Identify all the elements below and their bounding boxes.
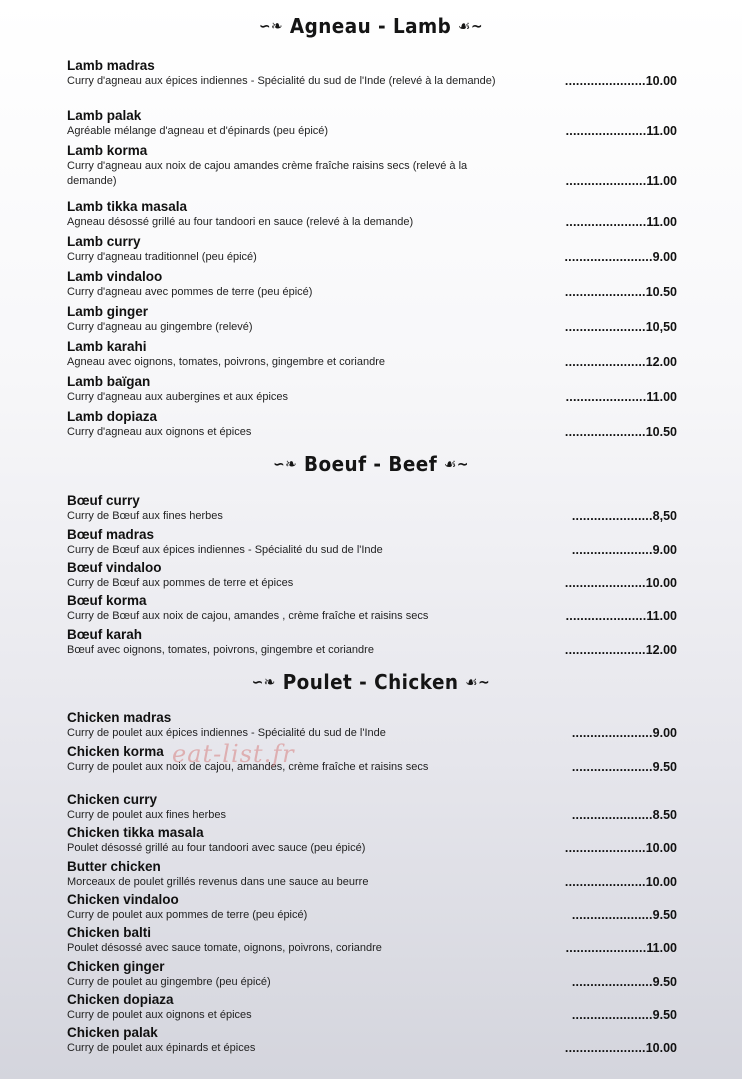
item-description: Curry de poulet aux oignons et épices <box>67 1009 252 1021</box>
price-value: 10.50 <box>645 285 677 299</box>
item-price <box>565 874 677 890</box>
item-name: Lamb curry <box>67 234 141 249</box>
price-dots: ...................... <box>565 941 647 955</box>
item-name: Chicken balti <box>67 925 152 940</box>
section-title-beef <box>30 452 713 476</box>
item-description: Curry d'agneau aux aubergines et aux épices <box>67 391 289 403</box>
menu-item <box>67 792 677 823</box>
menu-item <box>67 825 677 856</box>
item-description: Curry de Bœuf aux épices indiennes - Spécialité du sud de l'Inde <box>67 544 383 556</box>
item-name: Chicken tikka masala <box>67 825 204 840</box>
price-dots: ...................... <box>565 215 647 229</box>
menu-item <box>67 374 677 405</box>
price-dots: ...................... <box>571 509 653 523</box>
price-value: 9.50 <box>652 1008 677 1022</box>
item-price <box>572 725 677 741</box>
price-value: 10.00 <box>645 1041 677 1055</box>
price-dots: ........................ <box>564 250 653 264</box>
item-name: Chicken vindaloo <box>67 892 179 907</box>
price-dots: ...................... <box>564 643 646 657</box>
item-name: Chicken korma <box>67 744 164 759</box>
item-price <box>565 1040 677 1056</box>
section-title-text: Poulet - Chicken <box>282 670 459 694</box>
price-value: 11.00 <box>646 174 677 188</box>
item-description: Agneau avec oignons, tomates, poivrons, gingembre et coriandre <box>67 356 385 368</box>
section-title-lamb <box>30 14 713 38</box>
menu-item <box>67 710 677 741</box>
item-price <box>566 173 677 189</box>
item-price <box>572 542 677 558</box>
menu-item <box>67 1025 677 1056</box>
item-price <box>565 575 677 591</box>
item-description: Morceaux de poulet grillés revenus dans une sauce au beurre <box>67 876 369 888</box>
item-price <box>565 73 677 89</box>
item-name: Lamb ginger <box>67 304 149 319</box>
item-name: Lamb korma <box>67 143 148 158</box>
ornament-left-icon: ∽❧ <box>258 17 284 35</box>
item-name: Chicken dopiaza <box>67 992 174 1007</box>
item-price <box>565 840 677 856</box>
item-name: Bœuf korma <box>67 593 147 608</box>
price-dots: ...................... <box>571 975 653 989</box>
item-price <box>565 319 677 335</box>
price-dots: ...................... <box>564 74 646 88</box>
price-value: 9.00 <box>652 726 677 740</box>
price-value: 12.00 <box>645 355 677 369</box>
menu-item <box>67 339 677 370</box>
price-value: 10.00 <box>645 841 677 855</box>
menu-item <box>67 627 677 658</box>
price-value: 11.00 <box>646 609 677 623</box>
item-description: Curry de poulet aux fines herbes <box>67 809 226 821</box>
item-description: Curry d'agneau aux épices indiennes - Spécialité du sud de l'Inde (relevé à la demande) <box>67 75 496 87</box>
item-price <box>572 759 677 775</box>
price-value: 10.50 <box>645 425 677 439</box>
menu-item <box>67 108 677 139</box>
item-description: Bœuf avec oignons, tomates, poivrons, gingembre et coriandre <box>67 644 374 656</box>
price-dots: ...................... <box>564 576 646 590</box>
item-description: Curry d'agneau avec pommes de terre (peu épicé) <box>67 286 313 298</box>
menu-item <box>67 593 677 624</box>
item-description: Poulet désossé grillé au four tandoori avec sauce (peu épicé) <box>67 842 366 854</box>
menu-item <box>67 959 677 990</box>
item-name: Bœuf madras <box>67 527 155 542</box>
price-dots: ...................... <box>564 1041 646 1055</box>
item-description: Curry d'agneau aux noix de cajou amandes crème fraîche raisins secs (relevé à la demande) <box>67 160 468 187</box>
ornament-left-icon: ∽❧ <box>273 455 298 473</box>
item-name: Chicken palak <box>67 1025 158 1040</box>
item-price <box>565 354 677 370</box>
ornament-right-icon: ☙∼ <box>444 455 469 473</box>
price-dots: ...................... <box>564 355 646 369</box>
ornament-right-icon: ☙∼ <box>465 673 491 691</box>
price-value: 10.00 <box>645 74 677 88</box>
menu-item <box>67 58 677 89</box>
item-description: Curry de Bœuf aux pommes de terre et épices <box>67 577 294 589</box>
menu-item <box>67 859 677 890</box>
item-price <box>565 424 677 440</box>
item-name: Chicken curry <box>67 792 158 807</box>
item-description: Curry de poulet aux pommes de terre (peu épicé) <box>67 909 308 921</box>
item-description: Curry de poulet aux noix de cajou, amandes, crème fraîche et raisins secs <box>67 761 429 773</box>
item-description: Poulet désossé avec sauce tomate, oignons, poivrons, coriandre <box>67 942 382 954</box>
item-name: Lamb palak <box>67 108 142 123</box>
item-description: Curry d'agneau au gingembre (relevé) <box>67 321 253 333</box>
price-value: 11.00 <box>646 390 677 404</box>
section-title-chicken <box>30 670 713 694</box>
item-name: Butter chicken <box>67 859 161 874</box>
ornament-right-icon: ☙∼ <box>458 17 484 35</box>
item-name: Chicken madras <box>67 710 172 725</box>
price-value: 12.00 <box>645 643 677 657</box>
price-dots: ...................... <box>565 609 647 623</box>
item-price <box>572 974 677 990</box>
price-dots: ...................... <box>564 425 646 439</box>
watermark: eat-list.fr <box>172 740 295 768</box>
item-price <box>565 642 677 658</box>
price-dots: ...................... <box>571 1008 653 1022</box>
menu-item <box>67 527 677 558</box>
price-dots: ...................... <box>564 875 646 889</box>
price-value: 11.00 <box>646 941 677 955</box>
menu-item <box>67 234 677 265</box>
item-description: Curry de poulet au gingembre (peu épicé) <box>67 976 271 988</box>
menu-item <box>67 925 677 956</box>
price-dots: ...................... <box>571 726 653 740</box>
menu-item <box>67 409 677 440</box>
item-name: Lamb tikka masala <box>67 199 188 214</box>
item-name: Lamb dopiaza <box>67 409 158 424</box>
price-value: 10,50 <box>645 320 677 334</box>
price-dots: ...................... <box>571 908 653 922</box>
item-price <box>565 284 677 300</box>
price-dots: ...................... <box>565 390 647 404</box>
item-name: Lamb baïgan <box>67 374 151 389</box>
price-value: 10.00 <box>645 576 677 590</box>
item-price <box>566 608 677 624</box>
item-name: Bœuf curry <box>67 493 140 508</box>
item-name: Lamb karahi <box>67 339 147 354</box>
price-dots: ...................... <box>564 285 646 299</box>
price-dots: ...................... <box>565 174 647 188</box>
item-price <box>566 123 677 139</box>
menu-item <box>67 493 677 524</box>
section-title-text: Agneau - Lamb <box>289 14 452 38</box>
item-description: Agréable mélange d'agneau et d'épinards (peu épicé) <box>67 125 329 137</box>
item-description: Curry de Bœuf aux fines herbes <box>67 510 223 522</box>
item-description: Curry de poulet aux épices indiennes - Spécialité du sud de l'Inde <box>67 727 386 739</box>
price-value: 9.50 <box>652 975 677 989</box>
price-value: 8.50 <box>652 808 677 822</box>
item-name: Lamb madras <box>67 58 155 73</box>
price-dots: ...................... <box>565 124 647 138</box>
menu-item <box>67 992 677 1023</box>
item-name: Chicken ginger <box>67 959 165 974</box>
ornament-left-icon: ∽❧ <box>251 673 276 691</box>
price-dots: ...................... <box>571 808 653 822</box>
price-dots: ...................... <box>564 841 646 855</box>
price-value: 9.50 <box>652 908 677 922</box>
item-price <box>572 807 677 823</box>
item-price <box>566 940 677 956</box>
price-value: 9.00 <box>652 543 677 557</box>
item-price <box>572 907 677 923</box>
menu-item <box>67 269 677 300</box>
price-value: 9.50 <box>652 760 677 774</box>
item-price <box>572 1007 677 1023</box>
price-value: 11.00 <box>646 215 677 229</box>
menu-item <box>67 143 677 189</box>
price-dots: ...................... <box>571 543 653 557</box>
menu-item <box>67 199 677 230</box>
price-value: 8,50 <box>652 509 677 523</box>
item-price <box>572 508 677 524</box>
price-dots: ...................... <box>571 760 653 774</box>
item-description: Curry de Bœuf aux noix de cajou, amandes , crème fraîche et raisins secs <box>67 610 429 622</box>
menu-item <box>67 560 677 591</box>
menu-item <box>67 744 677 775</box>
item-price <box>565 249 678 265</box>
item-description: Curry d'agneau aux oignons et épices <box>67 426 252 438</box>
item-name: Lamb vindaloo <box>67 269 163 284</box>
item-description: Curry de poulet aux épinards et épices <box>67 1042 256 1054</box>
price-dots: ...................... <box>564 320 646 334</box>
item-price <box>566 214 677 230</box>
price-value: 9.00 <box>652 250 677 264</box>
item-name: Bœuf karah <box>67 627 143 642</box>
price-value: 10.00 <box>645 875 677 889</box>
item-description: Agneau désossé grillé au four tandoori en sauce (relevé à la demande) <box>67 216 414 228</box>
menu-item <box>67 892 677 923</box>
item-name: Bœuf vindaloo <box>67 560 162 575</box>
menu-item <box>67 304 677 335</box>
item-description: Curry d'agneau traditionnel (peu épicé) <box>67 251 257 263</box>
item-price <box>566 389 677 405</box>
section-title-text: Boeuf - Beef <box>303 452 438 476</box>
price-value: 11.00 <box>646 124 677 138</box>
